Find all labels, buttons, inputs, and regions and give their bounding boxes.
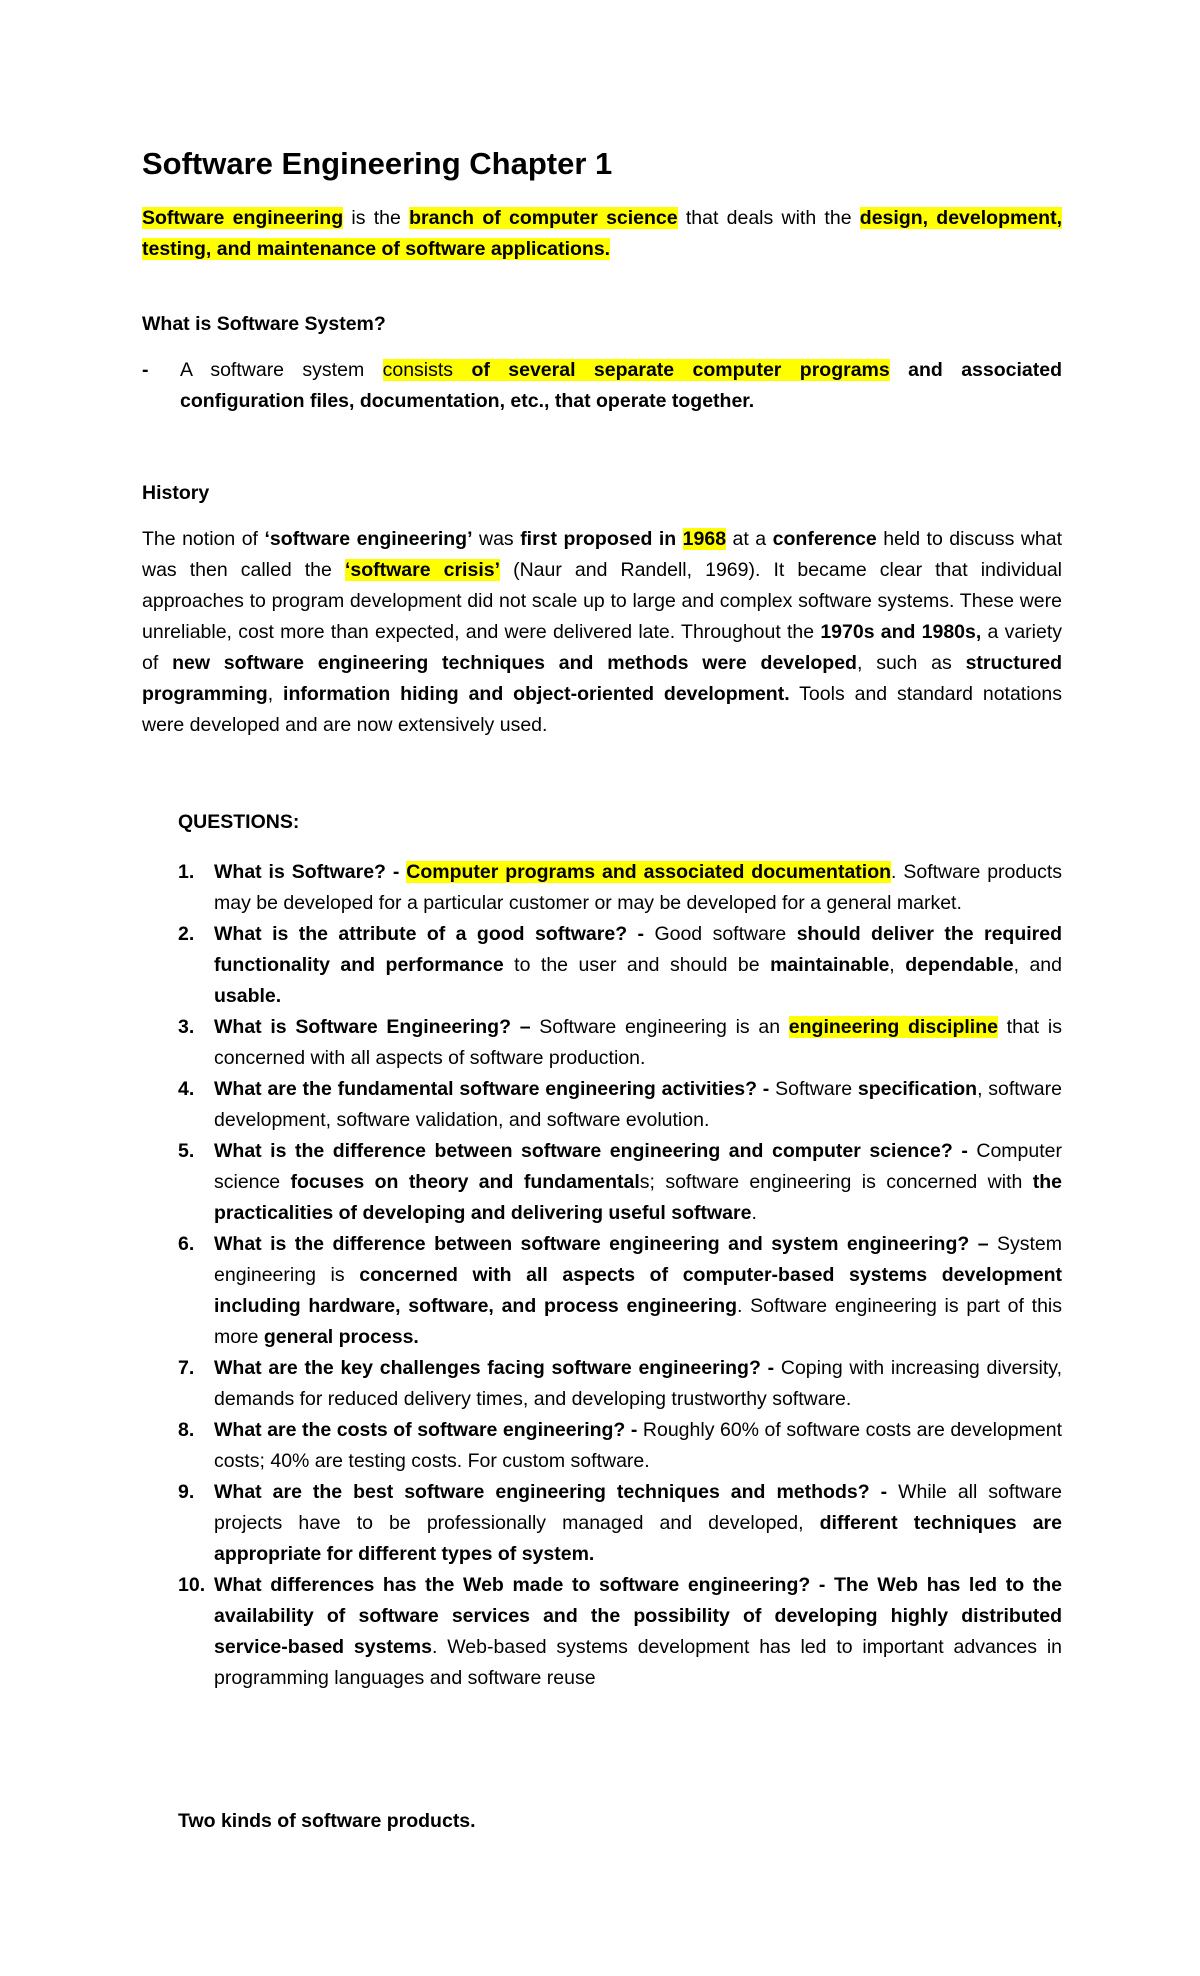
software-system-bullet [142, 355, 1063, 417]
question-item: 1. What is Software? - Computer programs and associated documentation. Software products may be developed for a particular customer or may be developed for a general market. [178, 861, 1062, 914]
history-heading: History [142, 482, 210, 504]
software-system-definition: A software system consists of several separate computer programs and associated configuration files, documentation, etc., that operate together. [180, 359, 1063, 412]
dash-marker: - [142, 359, 149, 381]
question-item: 6. What is the difference between software engineering and system engineering? – System engineering is concerned with all aspects of computer-based systems development including hardware, software, and process engineering. Software engineering is part of this more general process. [178, 1233, 1063, 1348]
history-paragraph: The notion of ‘software engineering’ was first proposed in 1968 at a conference held to discuss what was then called the ‘software crisis’ (Naur and Randell, 1969). It became clear that individual approaches to program development did not scale up to large and complex software systems. These were unreliable, cost more than expected, and were delivered late. Throughout the 1970s and 1980s, a variety of new software engineering techniques and methods were developed, such as structured programming, information hiding and object-oriented development. Tools and standard notations were developed and are now extensively used. [142, 528, 1063, 736]
question-item: 3. What is Software Engineering? – Software engineering is an engineering discipline that is concerned with all aspects of software production. [178, 1016, 1062, 1069]
question-item: 10. What differences has the Web made to software engineering? - The Web has led to the availability of software services and the possibility of developing highly distributed service-based systems. Web-based systems development has led to important advances in programming languages and software reuse [178, 1574, 1062, 1689]
software-products-heading: Two kinds of software products. [178, 1810, 476, 1832]
page-title: Software Engineering Chapter 1 [142, 146, 613, 181]
software-system-heading: What is Software System? [142, 313, 386, 335]
question-item: 5. What is the difference between software engineering and computer science? - Computer science focuses on theory and fundamentals; software engineering is concerned with the practicalities of developing and delivering useful software. [178, 1140, 1062, 1224]
question-item: 9. What are the best software engineering techniques and methods? - While all software projects have to be professionally managed and developed, different techniques are appropriate for different types of system. [178, 1481, 1063, 1565]
question-item: 4. What are the fundamental software engineering activities? - Software specification, software development, software validation, and software evolution. [178, 1078, 1062, 1131]
question-item: 7. What are the key challenges facing software engineering? - Coping with increasing diversity, demands for reduced delivery times, and developing trustworthy software. [178, 1357, 1063, 1410]
question-item: 2. What is the attribute of a good software? - Good software should deliver the required functionality and performance to the user and should be maintainable, dependable, and usable. [178, 923, 1063, 1007]
question-item: 8. What are the costs of software engineering? - Roughly 60% of software costs are development costs; 40% are testing costs. For custom software. [178, 1419, 1062, 1472]
questions-heading: QUESTIONS: [178, 811, 300, 833]
intro-paragraph: Software engineering is the branch of computer science that deals with the design, development, testing, and maintenance of software applications. [142, 207, 1062, 260]
questions-list [178, 857, 1063, 1694]
